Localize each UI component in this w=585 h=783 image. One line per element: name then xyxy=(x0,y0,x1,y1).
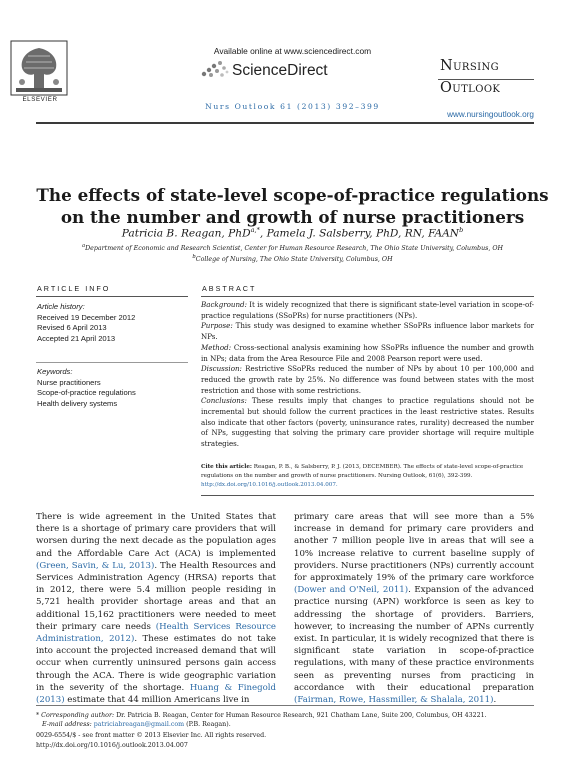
reference-link[interactable]: (Fairman, Rowe, Hassmiller, & Shalala, 2011) xyxy=(294,695,494,706)
author-2: , Pamela J. Salsberry, PhD, RN, FAAN xyxy=(259,227,460,240)
article-title xyxy=(30,184,555,228)
email-suffix: (P.B. Reagan). xyxy=(184,721,231,728)
received-date: Received 19 December 2012 xyxy=(37,312,136,322)
email-label: E-mail address: xyxy=(42,721,92,728)
publisher-name: ELSEVIER xyxy=(22,96,58,103)
footnote-star: * xyxy=(36,712,40,719)
journal-name-divider xyxy=(438,79,534,80)
body-text: estimate that 44 million Americans live in xyxy=(64,695,250,706)
abstract-background-label: Background: xyxy=(201,300,247,309)
abstract-method: Cross-sectional analysis examining how SSoPRs influence the number and growth in NPs; data from the Area Resource File and 2008 Pearson report were used. xyxy=(201,342,534,363)
keyword-item: Scope-of-practice regulations xyxy=(37,388,136,398)
author-2-affil-sup: b xyxy=(459,226,464,234)
affiliation-a-text: Department of Economic and Research Scientist, Center for Human Resource Research, The Ohio State University, Columbus, OH xyxy=(85,245,504,253)
author-1: Patricia B. Reagan, PhD xyxy=(121,227,251,240)
keywords-label: Keywords: xyxy=(37,367,73,376)
abstract-conclusions-label: Conclusions: xyxy=(201,396,247,406)
article-info-divider xyxy=(36,362,188,363)
abstract-background: It is widely recognized that there is significant state-level variation in scope-of-practice regulations (SSoPRs) for nurse practitioners (NPs). xyxy=(201,300,535,320)
reference-link[interactable]: (Health Services Resource Administration, 2012) xyxy=(36,621,276,645)
body-text: There is wide agreement in the United States that there is a shortage of primary care providers that will worsen during the next decade as the population ages and the Affordable Care Act (ACA) is implemented xyxy=(36,512,276,559)
cite-this-article xyxy=(201,463,534,489)
body-text: . The Health Resources and Services Administration Agency (HRSA) reports that in 2012, there were 5.4 million people residing in 5,721 health provider shortage areas and that an additional 15,162 practitioners were needed to meet their primary care needs xyxy=(36,560,276,632)
available-online-text: Available online at www.sciencedirect.com xyxy=(213,46,372,56)
email-line xyxy=(42,720,562,729)
cite-label: Cite this article: xyxy=(201,464,252,470)
sciencedirect-logo xyxy=(200,58,400,82)
body-column-right xyxy=(294,511,534,706)
article-title-line1: The effects of state-level scope-of-practice regulations xyxy=(36,185,549,205)
affiliation-a xyxy=(0,243,585,252)
author-1-affil-sup: a,* xyxy=(250,226,260,234)
issn-line: 0029-6554/$ - see front matter © 2013 Elsevier Inc. All rights reserved. xyxy=(36,732,267,739)
body-text: primary care areas that will see more than a 5% increase in demand for primary care providers and another 7 million people live in areas that will see a 10% increase relative to current baseline supply of providers. Nurse practitioners (NPs) currently account for approximately 19% of the primary care workforce xyxy=(294,512,534,584)
abstract-bottom-rule xyxy=(201,495,534,496)
journal-name-line2: Outlook xyxy=(440,80,501,96)
cite-text: Reagan, P. B., & Salsberry, P. J. (2013, DECEMBER). The effects of state-level scope-of-practice regulations on the number and growth of nurse practitioners. Nursing Outlook, 61(6), 392-399. xyxy=(201,464,524,479)
corresponding-author-label: Corresponding author: xyxy=(41,712,115,719)
keyword-item: Nurse practitioners xyxy=(37,377,101,387)
abstract-body xyxy=(201,300,534,450)
sciencedirect-dots-icon xyxy=(200,60,230,80)
affiliation-a-sup: a xyxy=(81,243,86,249)
doi-link[interactable]: http://dx.doi.org/10.1016/j.outlook.2013.04.007 xyxy=(36,742,188,749)
revised-date: Revised 6 April 2013 xyxy=(37,323,107,333)
reference-link[interactable]: Huang & Finegold (2013) xyxy=(36,682,277,706)
journal-url-link[interactable]: www.nursingoutlook.org xyxy=(447,110,534,119)
author-list xyxy=(0,226,585,240)
body-text: . These estimates do not take into account the projected increased demand that will occur when currently uninsured persons gain access through the ACA. There is wide geographic variation in the severity of the shortage. xyxy=(36,634,276,693)
abstract-rule xyxy=(201,296,534,297)
corresponding-author-text: Dr. Patricia B. Reagan, Center for Human Resource Research, 921 Chatham Lane, Suite 200, Columbus, OH 43221. xyxy=(114,712,487,719)
article-title-line2: on the number and growth of nurse practitioners xyxy=(60,207,525,227)
corresponding-author xyxy=(36,711,556,720)
article-history-label: Article history: xyxy=(37,302,85,311)
keywords xyxy=(37,367,192,409)
journal-citation: Nurs Outlook 61 (2013) 392–399 xyxy=(205,102,380,111)
affiliation-b-sup: b xyxy=(192,254,196,260)
body-column-left xyxy=(36,511,276,706)
affiliation-b xyxy=(0,254,585,263)
email-link[interactable]: patriciabreagan@gmail.com xyxy=(93,721,185,728)
article-history xyxy=(37,302,192,344)
reference-link[interactable]: (Dower and O'Neil, 2011) xyxy=(294,585,409,596)
journal-name xyxy=(440,55,540,99)
header-rule xyxy=(36,122,534,124)
sciencedirect-wordmark: ScienceDirect xyxy=(232,62,328,79)
article-info-heading: ARTICLE INFO xyxy=(37,284,111,293)
abstract-purpose-label: Purpose: xyxy=(201,321,233,331)
accepted-date: Accepted 21 April 2013 xyxy=(37,333,116,343)
abstract-conclusions: These results imply that changes to practice regulations should not be incremental but should follow the current practices in the least restrictive states. Results also indicate that other factors (poverty, uninsurance rates, rurality) decreased the number of NPs, suggesting that solving the primary care provider shortage will require multiple strategies. xyxy=(201,396,534,449)
body-text: . Expansion of the advanced practice nursing (APN) workforce is seen as key to addressing the shortage of providers. Barriers, however, to increasing the number of APNs currently exist. In particular, it is widely recognized that there is significant state variation in scope-of-practice regulations, with many of these practice environments seen as preventing nurses from practicing in accordance with their educational preparation xyxy=(294,585,534,693)
article-info-rule xyxy=(36,296,188,297)
abstract-discussion: Restrictive SSoPRs reduced the number of NPs by about 10 per 100,000 and reduced the growth rate by 25%. No difference was found between states with the most restriction and those with some restrictions. xyxy=(201,364,534,395)
affiliation-b-text: College of Nursing, The Ohio State University, Columbus, OH xyxy=(195,256,393,264)
abstract-purpose: This study was designed to examine whether SSoPRs influence labor markets for NPs. xyxy=(201,321,534,342)
keyword-item: Health delivery systems xyxy=(37,398,118,408)
journal-name-line1: Nursing xyxy=(440,58,499,74)
abstract-method-label: Method: xyxy=(201,342,232,352)
cite-doi-link[interactable]: http://dx.doi.org/10.1016/j.outlook.2013.04.007. xyxy=(201,481,338,488)
abstract-discussion-label: Discussion: xyxy=(201,364,242,374)
abstract-heading: ABSTRACT xyxy=(202,284,257,293)
reference-link[interactable]: (Green, Savin, & Lu, 2013) xyxy=(36,560,155,571)
footer-rule xyxy=(36,705,534,706)
body-text: . xyxy=(493,695,497,706)
